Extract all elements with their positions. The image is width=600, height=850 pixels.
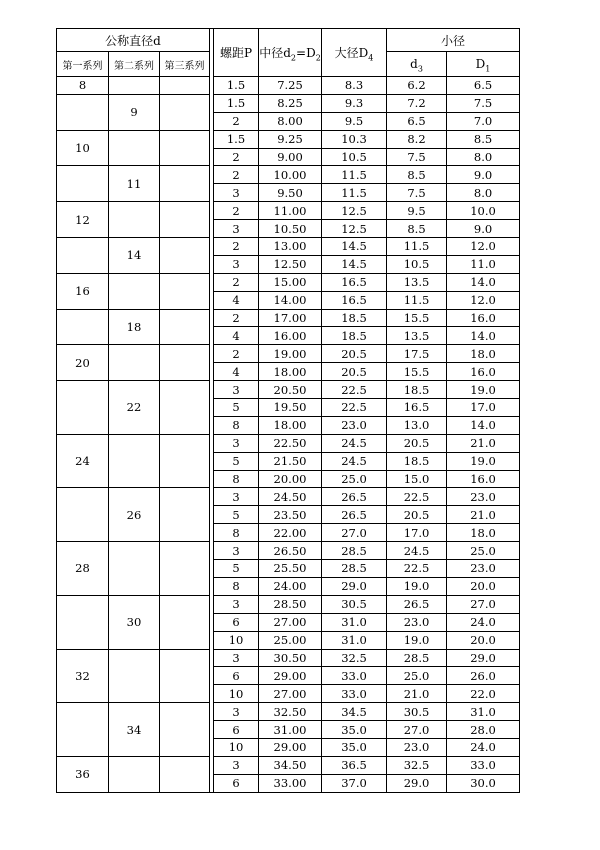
minor-d3-cell: 27.0 [387, 721, 447, 739]
pitch-diameter-cell: 34.50 [259, 756, 322, 774]
pitch-diameter-cell: 23.50 [259, 506, 322, 524]
major-diameter-cell: 24.5 [322, 434, 387, 452]
major-diameter-cell: 33.0 [322, 685, 387, 703]
nominal-diameter-cell: 34 [109, 703, 160, 757]
table-row [57, 166, 520, 184]
pitch-cell: 2 [214, 166, 259, 184]
nominal-diameter-cell: 28 [57, 542, 109, 596]
pitch-cell: 3 [214, 649, 259, 667]
empty-series-cell [160, 202, 210, 238]
pitch-cell: 3 [214, 703, 259, 721]
major-diameter-cell: 12.5 [322, 220, 387, 238]
pitch-cell: 8 [214, 524, 259, 542]
minor-d3-cell: 17.5 [387, 345, 447, 363]
series-3-header: 第三系列 [160, 52, 210, 77]
pitch-cell: 8 [214, 577, 259, 595]
minor-d3-cell: 20.5 [387, 434, 447, 452]
empty-series-cell [57, 238, 109, 274]
pitch-diameter-cell: 17.00 [259, 309, 322, 327]
pitch-cell: 3 [214, 381, 259, 399]
minor-D1-cell: 18.0 [447, 524, 520, 542]
minor-D1-cell: 30.0 [447, 774, 520, 792]
minor-d3-header: $d_3$ [387, 52, 447, 77]
major-diameter-cell: 24.5 [322, 452, 387, 470]
minor-D1-cell: 14.0 [447, 416, 520, 434]
series-1-header: 第一系列 [57, 52, 109, 77]
pitch-cell: 10 [214, 685, 259, 703]
minor-D1-cell: 14.0 [447, 273, 520, 291]
pitch-cell: 1.5 [214, 77, 259, 95]
pitch-diameter-cell: 7.25 [259, 77, 322, 95]
empty-series-cell [57, 595, 109, 649]
minor-D1-cell: 23.0 [447, 488, 520, 506]
pitch-header: 螺距P [214, 29, 259, 77]
minor-D1-cell: 8.5 [447, 130, 520, 148]
pitch-diameter-cell: 27.00 [259, 613, 322, 631]
empty-series-cell [160, 542, 210, 596]
table-row [57, 488, 520, 506]
major-diameter-header: 大径$D_4$ [322, 29, 387, 77]
table-row [57, 130, 520, 148]
pitch-diameter-cell: 13.00 [259, 238, 322, 256]
pitch-diameter-cell: 8.00 [259, 112, 322, 130]
minor-D1-cell: 23.0 [447, 560, 520, 578]
major-diameter-cell: 28.5 [322, 560, 387, 578]
table-row [57, 649, 520, 667]
pitch-cell: 6 [214, 667, 259, 685]
pitch-cell: 5 [214, 506, 259, 524]
empty-series-cell [160, 238, 210, 274]
pitch-diameter-cell: 20.00 [259, 470, 322, 488]
pitch-cell: 6 [214, 774, 259, 792]
minor-d3-cell: 23.0 [387, 613, 447, 631]
minor-d3-cell: 16.5 [387, 399, 447, 417]
minor-d3-cell: 30.5 [387, 703, 447, 721]
minor-d3-cell: 15.5 [387, 309, 447, 327]
pitch-diameter-cell: 29.00 [259, 738, 322, 756]
major-diameter-cell: 14.5 [322, 238, 387, 256]
minor-d3-cell: 7.5 [387, 148, 447, 166]
minor-d3-cell: 6.5 [387, 112, 447, 130]
minor-D1-cell: 31.0 [447, 703, 520, 721]
pitch-diameter-cell: 31.00 [259, 721, 322, 739]
major-diameter-cell: 32.5 [322, 649, 387, 667]
major-diameter-cell: 18.5 [322, 327, 387, 345]
table-row [57, 434, 520, 452]
major-diameter-cell: 23.0 [322, 416, 387, 434]
minor-d3-cell: 32.5 [387, 756, 447, 774]
pitch-cell: 4 [214, 327, 259, 345]
pitch-cell: 10 [214, 631, 259, 649]
major-diameter-cell: 37.0 [322, 774, 387, 792]
pitch-cell: 2 [214, 148, 259, 166]
minor-D1-cell: 10.0 [447, 202, 520, 220]
minor-d3-cell: 15.5 [387, 363, 447, 381]
minor-D1-cell: 9.0 [447, 220, 520, 238]
pitch-diameter-cell: 27.00 [259, 685, 322, 703]
pitch-cell: 10 [214, 738, 259, 756]
minor-d3-cell: 19.0 [387, 577, 447, 595]
minor-d3-cell: 18.5 [387, 452, 447, 470]
major-diameter-cell: 10.3 [322, 130, 387, 148]
minor-D1-cell: 16.0 [447, 363, 520, 381]
table-row [57, 94, 520, 112]
empty-series-cell [109, 756, 160, 792]
nominal-diameter-cell: 8 [57, 77, 109, 95]
empty-series-cell [160, 756, 210, 792]
minor-d3-cell: 13.5 [387, 327, 447, 345]
pitch-diameter-cell: 10.00 [259, 166, 322, 184]
pitch-cell: 4 [214, 363, 259, 381]
empty-series-cell [160, 381, 210, 435]
pitch-diameter-cell: 15.00 [259, 273, 322, 291]
major-diameter-cell: 11.5 [322, 166, 387, 184]
pitch-cell: 8 [214, 416, 259, 434]
pitch-cell: 5 [214, 560, 259, 578]
minor-d3-cell: 7.5 [387, 184, 447, 202]
pitch-diameter-cell: 18.00 [259, 416, 322, 434]
minor-d3-cell: 20.5 [387, 506, 447, 524]
major-diameter-cell: 9.3 [322, 94, 387, 112]
empty-series-cell [160, 309, 210, 345]
pitch-diameter-cell: 22.00 [259, 524, 322, 542]
minor-D1-cell: 19.0 [447, 381, 520, 399]
minor-d3-cell: 11.5 [387, 291, 447, 309]
minor-d3-cell: 10.5 [387, 255, 447, 273]
table-row [57, 345, 520, 363]
empty-series-cell [160, 77, 210, 95]
pitch-diameter-cell: 16.00 [259, 327, 322, 345]
pitch-diameter-cell: 20.50 [259, 381, 322, 399]
major-diameter-cell: 18.5 [322, 309, 387, 327]
pitch-cell: 3 [214, 434, 259, 452]
pitch-cell: 5 [214, 399, 259, 417]
nominal-diameter-header: 公称直径d [57, 29, 210, 52]
pitch-cell: 2 [214, 112, 259, 130]
nominal-diameter-cell: 22 [109, 381, 160, 435]
pitch-cell: 1.5 [214, 130, 259, 148]
table-row [57, 77, 520, 95]
table-row [57, 273, 520, 291]
pitch-cell: 2 [214, 202, 259, 220]
nominal-diameter-cell: 18 [109, 309, 160, 345]
nominal-diameter-cell: 26 [109, 488, 160, 542]
empty-series-cell [109, 130, 160, 166]
pitch-cell: 2 [214, 273, 259, 291]
empty-series-cell [160, 595, 210, 649]
pitch-diameter-cell: 14.00 [259, 291, 322, 309]
minor-d3-cell: 13.5 [387, 273, 447, 291]
nominal-diameter-cell: 36 [57, 756, 109, 792]
major-diameter-cell: 33.0 [322, 667, 387, 685]
nominal-diameter-cell: 32 [57, 649, 109, 703]
minor-d3-cell: 8.2 [387, 130, 447, 148]
minor-D1-cell: 24.0 [447, 738, 520, 756]
pitch-diameter-cell: 21.50 [259, 452, 322, 470]
pitch-cell: 3 [214, 255, 259, 273]
major-diameter-cell: 9.5 [322, 112, 387, 130]
minor-d3-cell: 21.0 [387, 685, 447, 703]
empty-series-cell [160, 273, 210, 309]
minor-D1-header: $D_1$ [447, 52, 520, 77]
minor-D1-cell: 18.0 [447, 345, 520, 363]
major-diameter-cell: 26.5 [322, 506, 387, 524]
table-row [57, 202, 520, 220]
major-diameter-cell: 22.5 [322, 381, 387, 399]
major-diameter-cell: 16.5 [322, 291, 387, 309]
nominal-diameter-cell: 12 [57, 202, 109, 238]
pitch-cell: 6 [214, 721, 259, 739]
pitch-diameter-cell: 11.00 [259, 202, 322, 220]
major-diameter-cell: 25.0 [322, 470, 387, 488]
minor-D1-cell: 7.5 [447, 94, 520, 112]
minor-D1-cell: 8.0 [447, 148, 520, 166]
minor-D1-cell: 33.0 [447, 756, 520, 774]
nominal-diameter-cell: 9 [109, 94, 160, 130]
minor-D1-cell: 11.0 [447, 255, 520, 273]
major-diameter-cell: 31.0 [322, 613, 387, 631]
pitch-diameter-cell: 19.00 [259, 345, 322, 363]
table-body [57, 77, 520, 793]
empty-series-cell [160, 166, 210, 202]
nominal-diameter-cell: 16 [57, 273, 109, 309]
minor-D1-cell: 22.0 [447, 685, 520, 703]
minor-D1-cell: 6.5 [447, 77, 520, 95]
major-diameter-cell: 29.0 [322, 577, 387, 595]
major-diameter-cell: 12.5 [322, 202, 387, 220]
major-diameter-cell: 36.5 [322, 756, 387, 774]
empty-series-cell [160, 703, 210, 757]
empty-series-cell [57, 703, 109, 757]
major-diameter-cell: 30.5 [322, 595, 387, 613]
minor-D1-cell: 9.0 [447, 166, 520, 184]
pitch-diameter-cell: 9.25 [259, 130, 322, 148]
empty-series-cell [160, 434, 210, 488]
pitch-cell: 6 [214, 613, 259, 631]
empty-series-cell [160, 488, 210, 542]
pitch-diameter-cell: 30.50 [259, 649, 322, 667]
major-diameter-cell: 10.5 [322, 148, 387, 166]
pitch-diameter-cell: 25.50 [259, 560, 322, 578]
pitch-cell: 4 [214, 291, 259, 309]
pitch-cell: 5 [214, 452, 259, 470]
minor-D1-cell: 8.0 [447, 184, 520, 202]
table-row [57, 381, 520, 399]
major-diameter-cell: 26.5 [322, 488, 387, 506]
pitch-diameter-cell: 8.25 [259, 94, 322, 112]
major-diameter-cell: 35.0 [322, 721, 387, 739]
empty-series-cell [109, 202, 160, 238]
empty-series-cell [160, 130, 210, 166]
minor-D1-cell: 12.0 [447, 238, 520, 256]
pitch-cell: 3 [214, 542, 259, 560]
empty-series-cell [109, 345, 160, 381]
pitch-diameter-cell: 25.00 [259, 631, 322, 649]
minor-d3-cell: 11.5 [387, 238, 447, 256]
pitch-diameter-cell: 22.50 [259, 434, 322, 452]
minor-d3-cell: 18.5 [387, 381, 447, 399]
pitch-diameter-cell: 24.50 [259, 488, 322, 506]
pitch-cell: 8 [214, 470, 259, 488]
pitch-cell: 3 [214, 756, 259, 774]
major-diameter-cell: 34.5 [322, 703, 387, 721]
empty-series-cell [57, 309, 109, 345]
major-diameter-cell: 20.5 [322, 345, 387, 363]
table-row [57, 238, 520, 256]
pitch-cell: 1.5 [214, 94, 259, 112]
pitch-diameter-cell: 32.50 [259, 703, 322, 721]
nominal-diameter-cell: 24 [57, 434, 109, 488]
minor-d3-cell: 8.5 [387, 220, 447, 238]
minor-d3-cell: 28.5 [387, 649, 447, 667]
empty-series-cell [109, 77, 160, 95]
minor-d3-cell: 15.0 [387, 470, 447, 488]
empty-series-cell [109, 273, 160, 309]
minor-D1-cell: 14.0 [447, 327, 520, 345]
minor-d3-cell: 8.5 [387, 166, 447, 184]
nominal-diameter-cell: 14 [109, 238, 160, 274]
minor-d3-cell: 22.5 [387, 560, 447, 578]
pitch-cell: 3 [214, 220, 259, 238]
major-diameter-cell: 8.3 [322, 77, 387, 95]
minor-d3-cell: 22.5 [387, 488, 447, 506]
minor-D1-cell: 20.0 [447, 577, 520, 595]
minor-D1-cell: 17.0 [447, 399, 520, 417]
major-diameter-cell: 16.5 [322, 273, 387, 291]
pitch-diameter-cell: 29.00 [259, 667, 322, 685]
empty-series-cell [57, 94, 109, 130]
table-row [57, 309, 520, 327]
pitch-diameter-cell: 26.50 [259, 542, 322, 560]
pitch-diameter-cell: 24.00 [259, 577, 322, 595]
pitch-cell: 3 [214, 595, 259, 613]
pitch-diameter-cell: 18.00 [259, 363, 322, 381]
minor-d3-cell: 6.2 [387, 77, 447, 95]
minor-D1-cell: 21.0 [447, 434, 520, 452]
empty-series-cell [109, 542, 160, 596]
minor-D1-cell: 16.0 [447, 309, 520, 327]
pitch-cell: 3 [214, 184, 259, 202]
minor-D1-cell: 16.0 [447, 470, 520, 488]
minor-d3-cell: 13.0 [387, 416, 447, 434]
empty-series-cell [160, 94, 210, 130]
pitch-diameter-cell: 9.00 [259, 148, 322, 166]
minor-D1-cell: 7.0 [447, 112, 520, 130]
minor-d3-cell: 23.0 [387, 738, 447, 756]
minor-D1-cell: 20.0 [447, 631, 520, 649]
empty-series-cell [57, 166, 109, 202]
pitch-diameter-cell: 9.50 [259, 184, 322, 202]
table-header [57, 29, 520, 77]
empty-series-cell [57, 488, 109, 542]
minor-d3-cell: 29.0 [387, 774, 447, 792]
empty-series-cell [109, 434, 160, 488]
minor-D1-cell: 24.0 [447, 613, 520, 631]
table-row [57, 542, 520, 560]
minor-d3-cell: 26.5 [387, 595, 447, 613]
minor-D1-cell: 27.0 [447, 595, 520, 613]
major-diameter-cell: 28.5 [322, 542, 387, 560]
minor-d3-cell: 7.2 [387, 94, 447, 112]
minor-d3-cell: 9.5 [387, 202, 447, 220]
series-2-header: 第二系列 [109, 52, 160, 77]
table-row [57, 703, 520, 721]
pitch-diameter-header: 中径$d_2=D_2$ [259, 29, 322, 77]
minor-D1-cell: 12.0 [447, 291, 520, 309]
thread-dimension-table [56, 28, 520, 793]
nominal-diameter-cell: 11 [109, 166, 160, 202]
major-diameter-cell: 35.0 [322, 738, 387, 756]
minor-D1-cell: 26.0 [447, 667, 520, 685]
pitch-diameter-cell: 12.50 [259, 255, 322, 273]
minor-D1-cell: 29.0 [447, 649, 520, 667]
pitch-cell: 2 [214, 309, 259, 327]
minor-D1-cell: 25.0 [447, 542, 520, 560]
major-diameter-cell: 31.0 [322, 631, 387, 649]
pitch-diameter-cell: 33.00 [259, 774, 322, 792]
nominal-diameter-cell: 10 [57, 130, 109, 166]
minor-diameter-header: 小径 [387, 29, 520, 52]
table-row [57, 756, 520, 774]
table-row [57, 595, 520, 613]
pitch-diameter-cell: 10.50 [259, 220, 322, 238]
major-diameter-cell: 27.0 [322, 524, 387, 542]
minor-D1-cell: 28.0 [447, 721, 520, 739]
pitch-diameter-cell: 19.50 [259, 399, 322, 417]
pitch-cell: 2 [214, 238, 259, 256]
minor-D1-cell: 19.0 [447, 452, 520, 470]
minor-d3-cell: 19.0 [387, 631, 447, 649]
major-diameter-cell: 11.5 [322, 184, 387, 202]
nominal-diameter-cell: 30 [109, 595, 160, 649]
empty-series-cell [160, 345, 210, 381]
major-diameter-cell: 22.5 [322, 399, 387, 417]
pitch-cell: 3 [214, 488, 259, 506]
empty-series-cell [160, 649, 210, 703]
minor-d3-cell: 24.5 [387, 542, 447, 560]
pitch-diameter-cell: 28.50 [259, 595, 322, 613]
nominal-diameter-cell: 20 [57, 345, 109, 381]
empty-series-cell [57, 381, 109, 435]
minor-d3-cell: 17.0 [387, 524, 447, 542]
pitch-cell: 2 [214, 345, 259, 363]
major-diameter-cell: 14.5 [322, 255, 387, 273]
empty-series-cell [109, 649, 160, 703]
minor-d3-cell: 25.0 [387, 667, 447, 685]
minor-D1-cell: 21.0 [447, 506, 520, 524]
major-diameter-cell: 20.5 [322, 363, 387, 381]
